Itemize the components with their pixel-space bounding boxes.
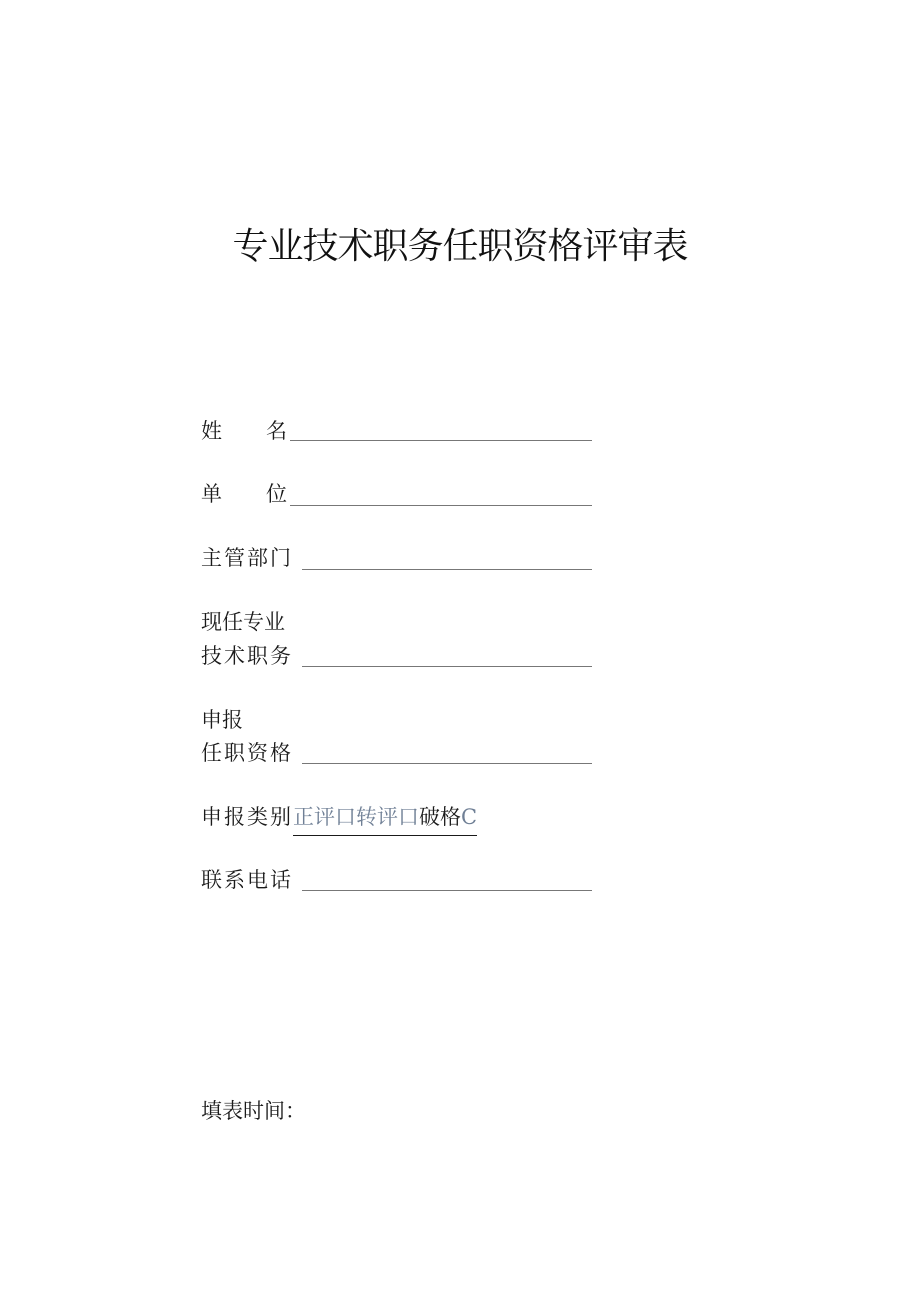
category-option-poge[interactable]: 破格	[419, 805, 461, 829]
category-option-zheng-zhuan[interactable]: 正评口转评口	[293, 805, 419, 829]
fill-time-label: 填表时间：	[201, 1099, 306, 1123]
apply-qual-label-line2: 任职资格	[201, 741, 293, 765]
current-title-label-line2: 技术职务	[201, 644, 293, 668]
phone-row	[201, 864, 293, 897]
unit-field[interactable]	[290, 505, 592, 506]
category-row	[201, 801, 477, 836]
unit-label: 单 位	[201, 482, 287, 506]
category-options[interactable]	[293, 801, 477, 836]
name-label: 姓 名	[201, 419, 287, 443]
current-title-label-line1: 现任专业	[201, 610, 285, 634]
apply-qual-field[interactable]	[302, 763, 592, 764]
current-title-row	[201, 640, 293, 673]
unit-row	[201, 478, 287, 511]
page-title: 专业技术职务任职资格评审表	[232, 226, 688, 267]
dept-field[interactable]	[302, 569, 592, 570]
name-field[interactable]	[290, 440, 592, 441]
apply-qual-row	[201, 737, 293, 770]
phone-field[interactable]	[302, 890, 592, 891]
apply-qual-label-line1: 申报	[201, 708, 243, 732]
dept-label: 主管部门	[201, 546, 293, 570]
phone-label: 联系电话	[201, 868, 293, 892]
name-row	[201, 415, 287, 448]
current-title-field[interactable]	[302, 666, 592, 667]
category-label: 申报类别	[201, 805, 293, 829]
category-option-c[interactable]: C	[461, 805, 478, 829]
dept-row	[201, 542, 293, 575]
